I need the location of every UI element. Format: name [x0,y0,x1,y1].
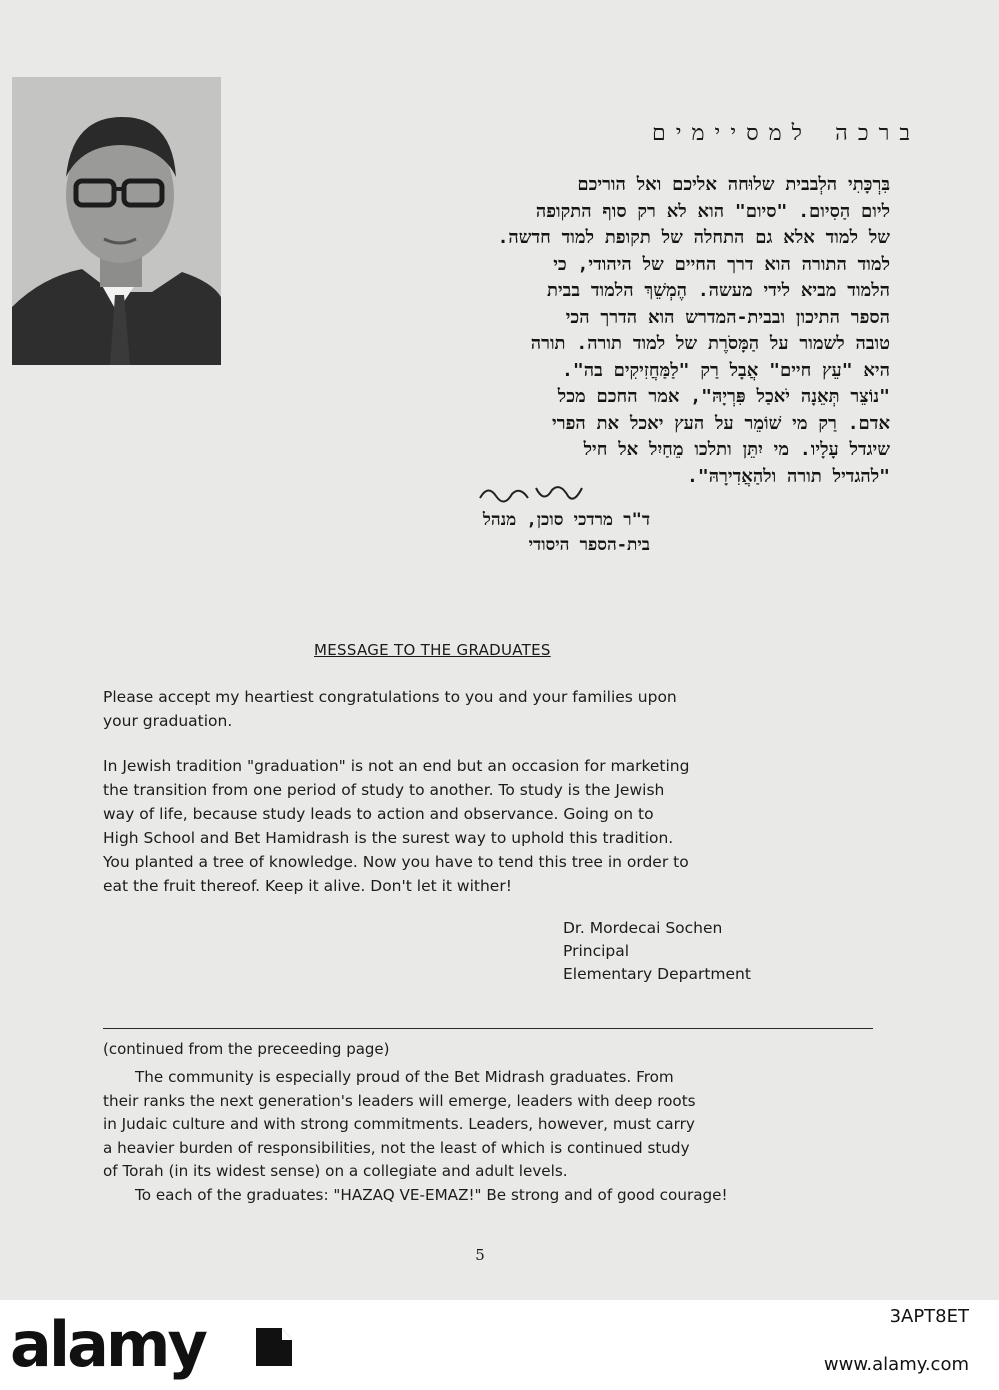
continued-label: (continued from the preceeding page) [103,1040,390,1058]
text-line: the transition from one period of study to another. To study is the Jewish [103,781,665,799]
signature-title: Principal [563,942,630,960]
text-line: Please accept my heartiest congratulations to you and your families upon [103,688,677,706]
divider-line [103,1028,873,1029]
text-line: To each of the graduates: "HAZAQ VE-EMAZ!" Be strong and of good courage! [135,1185,728,1204]
text-line: The community is especially proud of the Bet Midrash graduates. From [135,1068,674,1086]
text-line: You planted a tree of knowledge. Now you have to tend this tree in order to [103,853,689,871]
hebrew-line: של למוד אלא גם התחלה של תקופת למוד חדשה. [497,227,890,248]
hebrew-line: היא "עֵץ חיים" אֲבָל רַק "לַמַּחֲזִיקִים בה". [562,359,890,381]
english-signature-block [563,917,863,986]
text-line: High School and Bet Hamidrash is the surest way to uphold this tradition. [103,829,674,847]
image-id-label: 3APT8ET [889,1306,969,1327]
hebrew-line: "להגדיל תורה ולהַאֲדִירָהּ". [687,465,890,487]
text-line: eat the fruit thereof. Keep it alive. Don't let it wither! [103,877,512,895]
signature-department: Elementary Department [563,965,751,983]
logo-badge-icon [248,1322,298,1372]
text-line: In Jewish tradition "graduation" is not an end but an occasion for marketing [103,757,690,775]
hebrew-signature-line: ד"ר מרדכי סוכן, מנהל [482,510,650,530]
hebrew-line: "נוֹצֵר תְּאֵנָה יֹאכַל פִּרְיָהּ", אמר החכם מכל [557,386,890,407]
website-url: www.alamy.com [823,1354,969,1375]
watermark-footer [0,1300,999,1390]
text-line: in Judaic culture and with strong commitments. Leaders, however, must carry [103,1115,695,1134]
hebrew-line: בִּרְכָּתִי הלְבבית שלוּחה אליכם ואל הוריכם [577,174,890,195]
footer-logo: alamy [10,1308,205,1381]
hebrew-line: ליום הַסִיום. "סיום" הוא לא רק סוף התקופה [535,200,890,222]
signature-name: Dr. Mordecai Sochen [563,919,723,937]
english-paragraph-2 [103,754,883,898]
hebrew-line: הספר התיכון ובבית-המדרש הוא הדרך הכי [565,306,890,328]
english-paragraph-3 [103,1066,933,1208]
hebrew-line: טובה לשמור על הַמָּסֹרֶת של למוד תורה. תורה [530,333,890,354]
hebrew-signature-line: בית-הספר היסודי [528,535,650,555]
portrait-image [12,77,221,365]
text-line: your graduation. [103,712,233,730]
handwritten-signature [470,476,590,510]
text-line: way of life, because study leads to action and observance. Going on to [103,805,654,823]
hebrew-line: הלמוד מביא לידי מעשה. הֶמְשֵׁךְ הלמוד בבית [546,280,890,301]
hebrew-title: ברכה למסיימים [652,121,920,146]
hebrew-line: שיגדל עָלָיו. מי יִתֵּן ותלכו מֵחַיִל אל חיל [583,439,890,460]
hebrew-signature-block [360,508,650,558]
hebrew-line: למוד התורה הוא דרך החיים של היהודי, כי [553,253,890,275]
hebrew-line: אדם. רַק מי שׁוֹמֵר על העץ יאכל את הפרי [552,412,890,434]
text-line: a heavier burden of responsibilities, not the least of which is continued study [103,1138,690,1157]
hebrew-message [330,172,890,490]
english-title: MESSAGE TO THE GRADUATES [314,641,551,659]
portrait-photo [12,77,221,365]
signature-scribble [470,476,590,510]
english-paragraph-1 [103,685,883,733]
text-line: of Torah (in its widest sense) on a collegiate and adult levels. [103,1162,568,1181]
page-number: 5 [475,1246,485,1264]
text-line: their ranks the next generation's leaders will emerge, leaders with deep roots [103,1091,696,1110]
